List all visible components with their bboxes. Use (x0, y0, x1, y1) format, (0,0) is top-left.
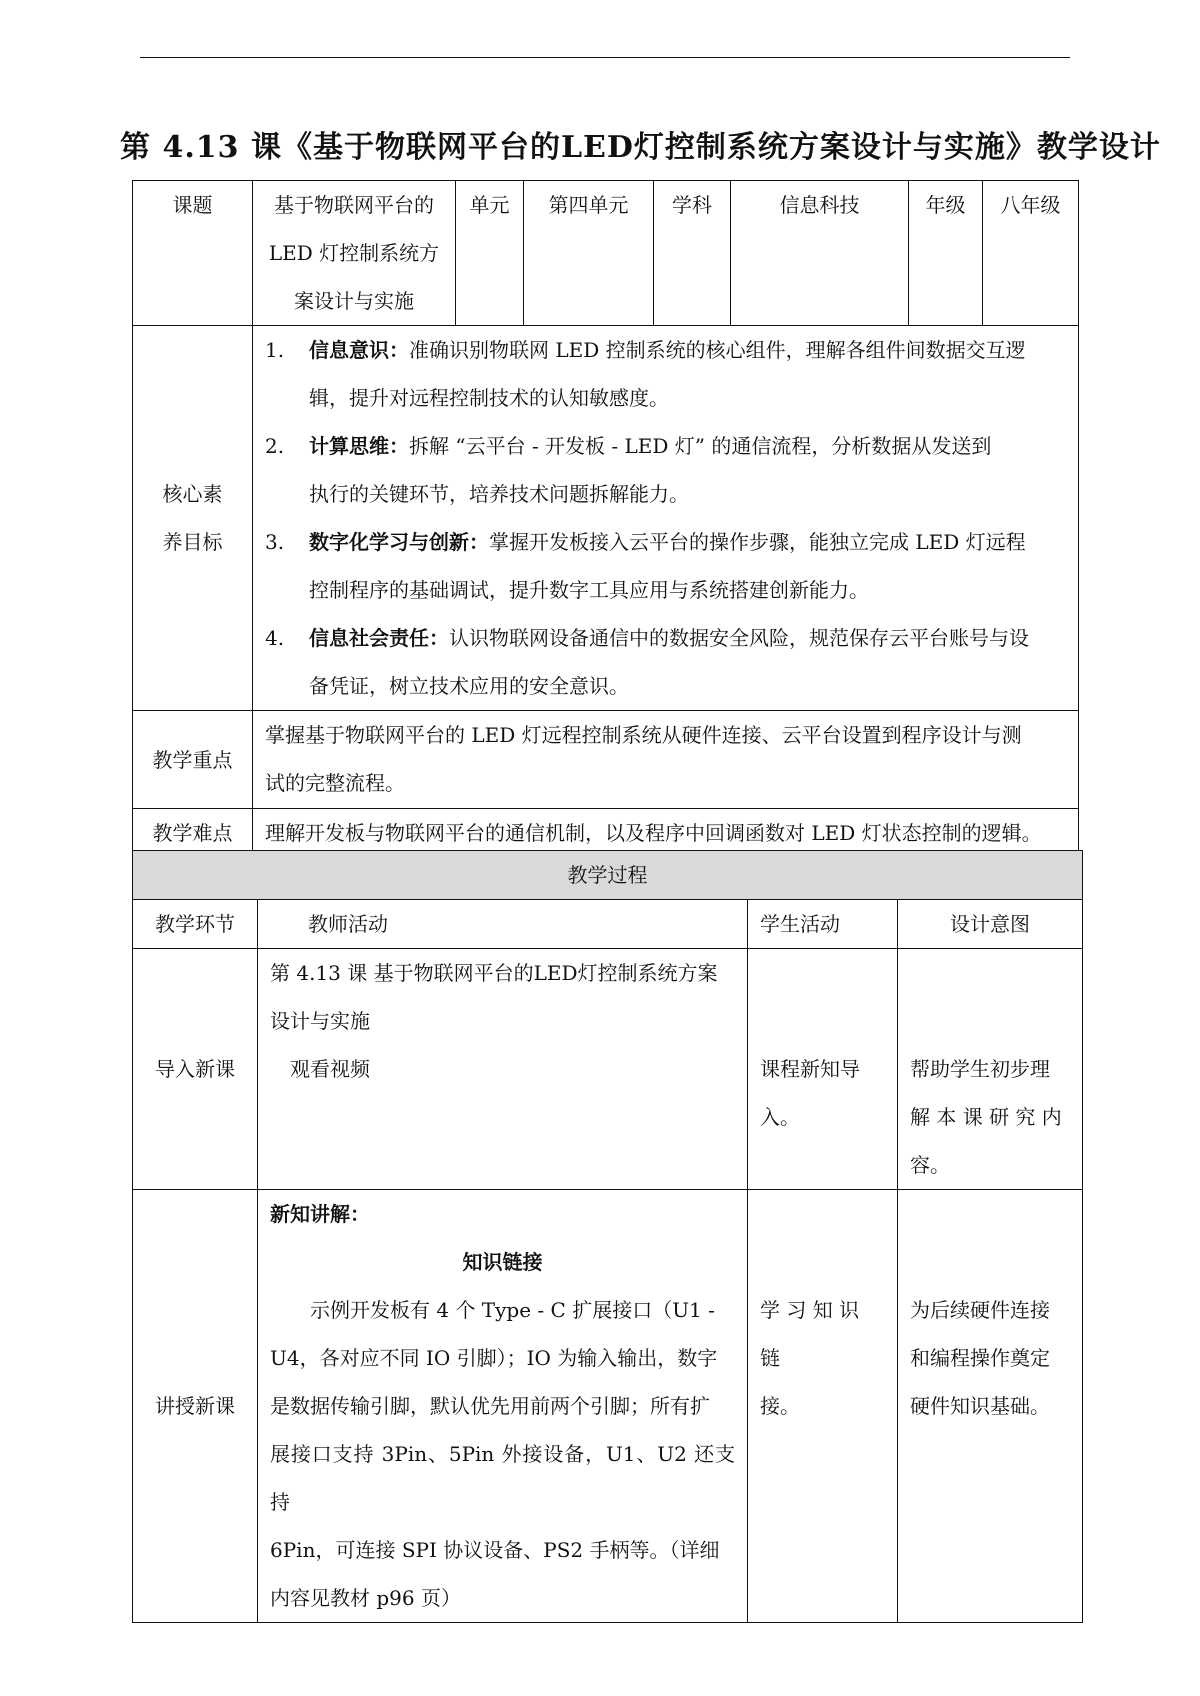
subject-label: 学科 (654, 181, 731, 326)
unit-label: 单元 (456, 181, 524, 326)
key-point-label: 教学重点 (133, 711, 253, 809)
goal-item: 1. 信息意识：准确识别物联网 LED 控制系统的核心组件，理解各组件间数据交互逻 辑，提升对远程控制技术的认知敏感度。 (265, 338, 1026, 410)
process-header: 教学过程 (133, 851, 1083, 900)
subject-value: 信息科技 (731, 181, 909, 326)
col-student: 学生活动 (748, 900, 898, 949)
intent-intro: 帮助学生初步理 解 本 课 研 究 内 容。 (898, 949, 1083, 1190)
teacher-new: 新知讲解： 知识链接 示例开发板有 4 个 Type - C 扩展接口（U1 - U4，各对应不同 IO 引脚）；IO 为输入输出，数字 是数据传输引脚，默认优先用前两个引脚；所有扩 展接口支持 3Pin、5Pin 外接设备，U1、U2 还支持 6Pin，可连接 SPI 协议设备、PS2 手柄等。（详细 内容见教材 p96 页） (258, 1190, 748, 1623)
grade-value: 八年级 (983, 181, 1079, 326)
table-row (133, 949, 1083, 1190)
col-stage: 教学环节 (133, 900, 258, 949)
teaching-process-table (132, 850, 1083, 1623)
key-point-content: 掌握基于物联网平台的 LED 灯远程控制系统从硬件连接、云平台设置到程序设计与测 试的完整流程。 (253, 711, 1079, 809)
goal-item: 3. 数字化学习与创新：掌握开发板接入云平台的操作步骤，能独立完成 LED 灯远程 控制程序的基础调试，提升数字工具应用与系统搭建创新能力。 (265, 530, 1026, 602)
table-row (133, 1190, 1083, 1623)
goal-item: 2. 计算思维：拆解 “云平台 - 开发板 - LED 灯” 的通信流程，分析数据从发送到 执行的关键环节，培养技术问题拆解能力。 (265, 434, 992, 506)
student-intro: 课程新知导 入。 (748, 949, 898, 1190)
topic-value: 基于物联网平台的 LED 灯控制系统方 案设计与实施 (253, 181, 456, 326)
intent-new: 为后续硬件连接 和编程操作奠定 硬件知识基础。 (898, 1190, 1083, 1623)
difficulty-content: 理解开发板与物联网平台的通信机制，以及程序中回调函数对 LED 灯状态控制的逻辑。 (253, 809, 1079, 858)
goal-item: 4. 信息社会责任：认识物联网设备通信中的数据安全风险，规范保存云平台账号与设 备凭证，树立技术应用的安全意识。 (265, 626, 1029, 698)
stage-new: 讲授新课 (133, 1190, 258, 1623)
grade-label: 年级 (909, 181, 983, 326)
student-new: 学 习 知 识 链 接。 (748, 1190, 898, 1623)
document-title: 第 4.13 课《基于物联网平台的LED灯控制系统方案设计与实施》教学设计 (120, 130, 1161, 165)
lesson-info-table (132, 180, 1079, 858)
difficulty-label: 教学难点 (133, 809, 253, 858)
col-teacher: 教师活动 (258, 900, 748, 949)
topic-label: 课题 (133, 181, 253, 326)
col-intent: 设计意图 (898, 900, 1083, 949)
teacher-intro: 第 4.13 课 基于物联网平台的LED灯控制系统方案 设计与实施 观看视频 (258, 949, 748, 1190)
stage-intro: 导入新课 (133, 949, 258, 1190)
goals-label: 核心素 养目标 (133, 326, 253, 711)
unit-value: 第四单元 (524, 181, 654, 326)
header-rule (140, 57, 1070, 58)
goals-content (253, 326, 1079, 711)
